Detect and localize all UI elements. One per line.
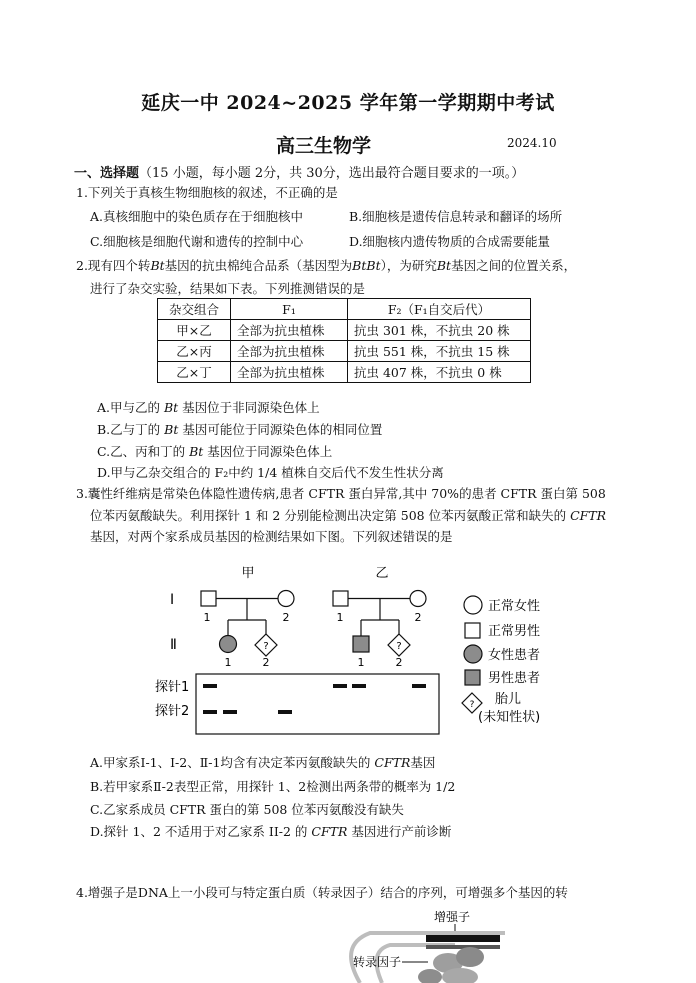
q3-option-a: A.甲家系Ⅰ-1、Ⅰ-2、Ⅱ-1均含有决定苯丙氨酸缺失的 CFTR基因 <box>90 755 436 770</box>
legend-fetus: 胎儿 <box>495 692 522 707</box>
family-a-i2-normal-female <box>278 591 294 607</box>
q1-stem: 1.下列关于真核生物细胞核的叙述，不正确的是 <box>76 185 338 200</box>
legend-affected-female-symbol <box>464 645 482 663</box>
family-a-i1-normal-male <box>201 591 216 606</box>
probe-1-label: 探针1 <box>155 680 190 695</box>
svg-text:1: 1 <box>203 611 211 624</box>
svg-text:?: ? <box>396 641 402 652</box>
q2-option-c: C.乙、丙和丁的 Bt 基因位于同源染色体上 <box>97 444 333 459</box>
family-b-ii1-affected-male <box>353 636 369 652</box>
svg-text:1: 1 <box>336 611 344 624</box>
table-header: F₂（F₁自交后代） <box>348 299 531 320</box>
legend-normal-male-symbol <box>465 623 480 638</box>
q1-option-c: C.细胞核是细胞代谢和遗传的控制中心 <box>90 234 304 249</box>
q2-option-b: B.乙与丁的 Bt 基因可能位于同源染色体的相同位置 <box>97 422 383 437</box>
family-a-ii1-affected-female <box>220 636 237 653</box>
q1-option-b: B.细胞核是遗传信息转录和翻译的场所 <box>349 209 563 224</box>
cross-results-table <box>157 298 531 383</box>
section-heading: 一、选择题（15 小题，每小题 2分，共 30分，选出最符合题目要求的一项。） <box>74 166 525 181</box>
exam-date: 2024.10 <box>507 136 557 150</box>
enhancer-block <box>426 935 500 942</box>
q3-option-c: C.乙家系成员 CFTR 蛋白的第 508 位苯丙氨酸没有缺失 <box>90 802 404 817</box>
gel-band <box>412 684 426 688</box>
q2-stem: 2.现有四个转Bt基因的抗虫棉纯合品系（基因型为BtBt），为研究Bt基因之间的位置关系， <box>76 258 577 273</box>
svg-text:2: 2 <box>395 656 403 669</box>
svg-text:2: 2 <box>414 611 422 624</box>
family-b-i2-normal-female <box>410 591 426 607</box>
legend-fetus-note: (未知性状) <box>478 710 541 725</box>
svg-text:?: ? <box>469 700 475 710</box>
q1-option-a: A.真核细胞中的染色质存在于细胞核中 <box>90 209 304 224</box>
pedigree-figure <box>150 560 570 740</box>
table-row: 乙×丁 全部为抗虫植株 抗虫 407 株，不抗虫 0 株 <box>158 362 531 383</box>
generation-2-label: Ⅱ <box>170 637 177 653</box>
legend-normal-male: 正常男性 <box>488 624 541 639</box>
q2-option-a: A.甲与乙的 Bt 基因位于非同源染色体上 <box>97 400 320 415</box>
table-header: F₁ <box>231 299 348 320</box>
family-b-i1-normal-male <box>333 591 348 606</box>
svg-text:2: 2 <box>282 611 290 624</box>
table-header: 杂交组合 <box>158 299 231 320</box>
subject-title: 高三生物学 <box>276 135 372 157</box>
legend-affected-female: 女性患者 <box>488 648 541 663</box>
probe-2-label: 探针2 <box>155 704 190 719</box>
q2-option-d: D.甲与乙杂交组合的 F₂中约 1/4 植株自交后代不发生性状分离 <box>97 465 444 480</box>
svg-text:2: 2 <box>262 656 270 669</box>
q1-option-d: D.细胞核内遗传物质的合成需要能量 <box>349 234 551 249</box>
exam-title: 延庆一中 2024~2025 学年第一学期期中考试 <box>141 92 555 114</box>
legend-normal-female: 正常女性 <box>488 599 541 614</box>
family-b-label: 乙 <box>375 566 389 581</box>
q3-stem-line3: 基因，对两个家系成员基因的检测结果如下图。下列叙述错误的是 <box>90 529 453 544</box>
gel-band <box>333 684 347 688</box>
q3-option-b: B.若甲家系Ⅱ-2表型正常，用探针 1、2检测出两条带的概率为 1/2 <box>90 779 456 794</box>
table-row: 甲×乙 全部为抗虫植株 抗虫 301 株，不抗虫 20 株 <box>158 320 531 341</box>
gel-band <box>203 710 217 714</box>
q3-stem-line1: 3.囊性纤维病是常染色体隐性遗传病,患者 CFTR 蛋白异常,其中 70%的患者 CFTR 蛋白第 508 <box>76 486 606 501</box>
enhancer-label: 增强子 <box>434 910 471 924</box>
gel-band <box>278 710 292 714</box>
legend-affected-male: 男性患者 <box>488 671 541 686</box>
table-row: 乙×丙 全部为抗虫植株 抗虫 551 株，不抗虫 15 株 <box>158 341 531 362</box>
enhancer-figure <box>330 905 630 983</box>
family-a-label: 甲 <box>241 566 255 581</box>
svg-text:1: 1 <box>224 656 232 669</box>
generation-1-label: Ⅰ <box>170 592 175 608</box>
gel-panel <box>196 674 439 734</box>
q2-stem-line2: 进行了杂交实验，结果如下表。下列推测错误的是 <box>90 281 366 296</box>
svg-text:1: 1 <box>357 656 365 669</box>
gel-band <box>223 710 237 714</box>
tf-label: 转录因子 <box>353 955 402 969</box>
gel-band <box>203 684 217 688</box>
svg-text:?: ? <box>263 641 269 652</box>
legend-normal-female-symbol <box>464 596 482 614</box>
gel-band <box>352 684 366 688</box>
q3-stem-line2: 位苯丙氨酸缺失。利用探针 1 和 2 分别能检测出决定第 508 位苯丙氨酸正常和缺失的 CFTR <box>90 508 607 523</box>
q3-option-d: D.探针 1、2 不适用于对乙家系 II-2 的 CFTR 基因进行产前诊断 <box>90 824 452 839</box>
legend-affected-male-symbol <box>465 670 480 685</box>
q4-stem: 4.增强子是DNA上一小段可与特定蛋白质（转录因子）结合的序列，可增强多个基因的转 <box>76 885 568 900</box>
